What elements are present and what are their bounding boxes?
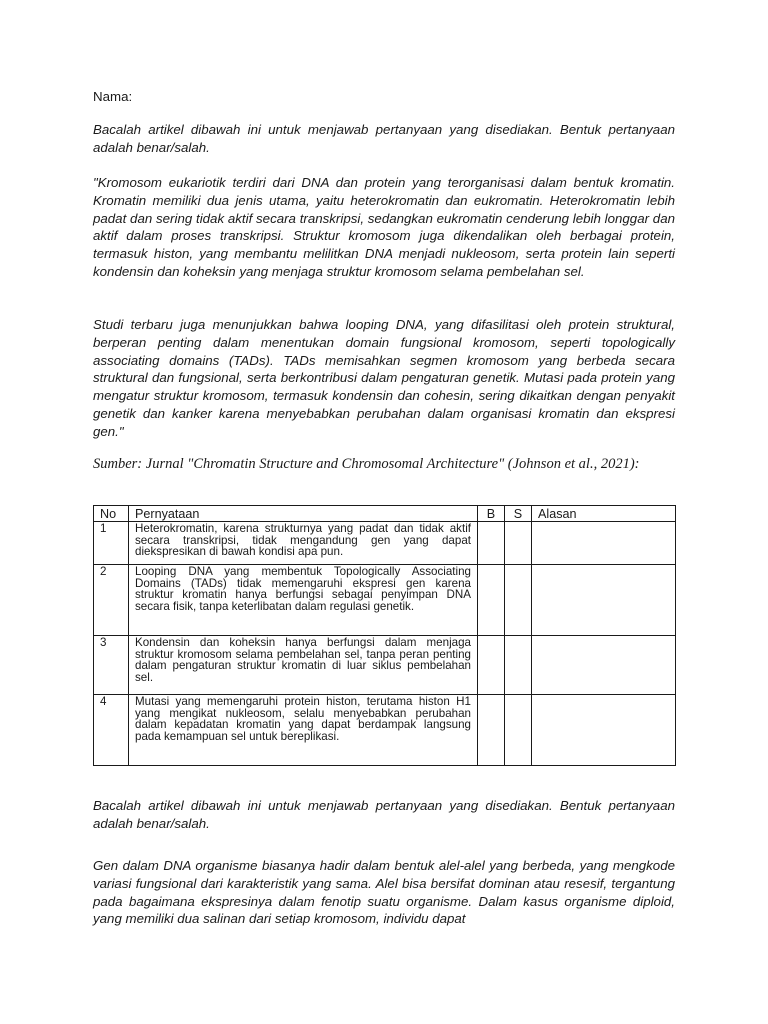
true-false-table: [93, 505, 676, 766]
answer-b-cell[interactable]: [478, 695, 505, 766]
document-page: [93, 0, 675, 1024]
reason-cell[interactable]: [532, 636, 676, 695]
row-number: 4: [94, 695, 129, 766]
header-reason: Alasan: [532, 506, 676, 522]
header-statement: Pernyataan: [129, 506, 478, 522]
row-statement: Kondensin dan koheksin hanya berfungsi dalam menjaga struktur kromosom selama pembelahan sel, tanpa peran penting dalam pengaturan struktur kromatin di luar siklus pembelahan sel.: [129, 636, 478, 695]
answer-s-cell[interactable]: [505, 695, 532, 766]
reason-cell[interactable]: [532, 695, 676, 766]
row-statement: Heterokromatin, karena strukturnya yang padat dan tidak aktif secara transkripsi, tidak mengandung gen yang dapat diekspresikan di bawah kondisi apa pun.: [129, 522, 478, 565]
source-citation: Sumber: Jurnal "Chromatin Structure and Chromosomal Architecture" (Johnson et al., 2021):: [93, 456, 640, 472]
row-number: 1: [94, 522, 129, 565]
reason-cell[interactable]: [532, 565, 676, 636]
header-b: B: [478, 506, 505, 522]
article-paragraph-1: "Kromosom eukariotik terdiri dari DNA dan protein yang terorganisasi dalam bentuk kromatin. Kromatin memiliki dua jenis utama, yaitu heterokromatin dan eukromatin. Heterokromatin lebih padat dan sering tidak aktif secara transkripsi, sedangkan eukromatin cenderung lebih longgar dan aktif dalam proses transkripsi. Struktur kromosom juga dikendalikan oleh berbagai protein, termasuk histon, yang membantu melilitkan DNA menjadi nukleosom, serta protein lain seperti kondensin dan koheksin yang menjaga struktur kromosom selama pembelahan sel.: [93, 175, 675, 279]
instruction-text: Bacalah artikel dibawah ini untuk menjawab pertanyaan yang disediakan. Bentuk pertanyaan adalah benar/salah.: [93, 122, 675, 155]
answer-s-cell[interactable]: [505, 636, 532, 695]
answer-s-cell[interactable]: [505, 522, 532, 565]
reason-cell[interactable]: [532, 522, 676, 565]
answer-s-cell[interactable]: [505, 565, 532, 636]
instruction-text-2: Bacalah artikel dibawah ini untuk menjawab pertanyaan yang disediakan. Bentuk pertanyaan adalah benar/salah.: [93, 798, 675, 831]
row-statement: Looping DNA yang membentuk Topologically Associating Domains (TADs) tidak memengaruhi ekspresi gen karena struktur kromatin hanya berfungsi sebagai penyimpan DNA secara fisik, tanpa keterlibatan dalam regulasi genetik.: [129, 565, 478, 636]
table-row: [94, 636, 676, 695]
table-row: [94, 522, 676, 565]
row-statement: Mutasi yang memengaruhi protein histon, terutama histon H1 yang mengikat nukleosom, selalu menyebabkan perubahan dalam kepadatan kromatin yang dapat berdampak langsung pada kemampuan sel untuk bereplikasi.: [129, 695, 478, 766]
answer-b-cell[interactable]: [478, 636, 505, 695]
header-s: S: [505, 506, 532, 522]
article2-paragraph-1: Gen dalam DNA organisme biasanya hadir dalam bentuk alel-alel yang berbeda, yang mengkode variasi fungsional dari karakteristik yang sama. Alel bisa bersifat dominan atau resesif, tergantung pada bagaimana ekspresinya dalam fenotip suatu organisme. Dalam kasus organisme diploid, yang memiliki dua salinan dari setiap kromosom, individu dapat: [93, 858, 675, 927]
row-number: 3: [94, 636, 129, 695]
name-label: Nama:: [93, 89, 133, 104]
header-no: No: [94, 506, 129, 522]
answer-b-cell[interactable]: [478, 565, 505, 636]
table-header-row: [94, 506, 676, 522]
table-row: [94, 695, 676, 766]
row-number: 2: [94, 565, 129, 636]
article-paragraph-2: Studi terbaru juga menunjukkan bahwa looping DNA, yang difasilitasi oleh protein struktural, berperan penting dalam menentukan domain fungsional kromosom, seperti topologically associating domains (TADs). TADs memisahkan segmen kromosom yang berbeda secara struktural dan fungsional, serta berkontribusi dalam pengaturan genetik. Mutasi pada protein yang mengatur struktur kromosom, termasuk kondensin dan cohesin, sering dikaitkan dengan penyakit genetik dan kanker karena menyebabkan perubahan dalam organisasi kromatin dan ekspresi gen.": [93, 317, 675, 439]
table-row: [94, 565, 676, 636]
answer-b-cell[interactable]: [478, 522, 505, 565]
